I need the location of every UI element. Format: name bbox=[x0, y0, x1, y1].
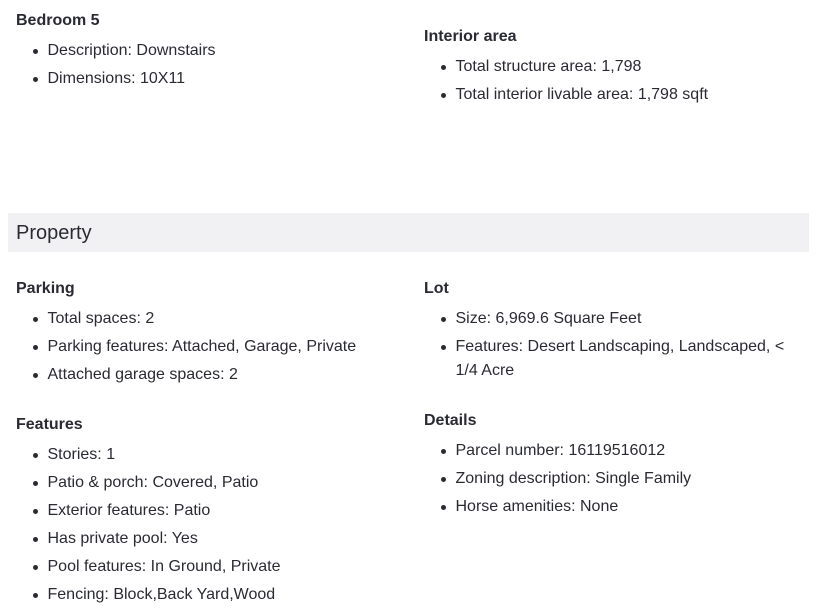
bedroom5-heading: Bedroom 5 bbox=[16, 12, 100, 29]
details-list bbox=[424, 439, 809, 519]
list-item: Total structure area: 1,798 bbox=[424, 55, 809, 79]
list-item: Pool features: In Ground, Private bbox=[16, 555, 401, 579]
list-item: Parcel number: 16119516012 bbox=[424, 439, 809, 463]
list-item: Total spaces: 2 bbox=[16, 307, 401, 331]
list-item: Features: Desert Landscaping, Landscaped, < 1/4 Acre bbox=[424, 335, 809, 383]
features-heading: Features bbox=[16, 416, 83, 433]
list-item: Parking features: Attached, Garage, Private bbox=[16, 335, 401, 359]
list-item: Patio & porch: Covered, Patio bbox=[16, 471, 401, 495]
lot-list bbox=[424, 307, 809, 383]
lot-heading: Lot bbox=[424, 280, 449, 297]
details-group bbox=[424, 411, 809, 523]
lot-group bbox=[424, 279, 809, 387]
property-section-title: Property bbox=[16, 222, 92, 244]
list-item: Attached garage spaces: 2 bbox=[16, 363, 401, 387]
list-item: Horse amenities: None bbox=[424, 495, 809, 519]
list-item: Description: Downstairs bbox=[16, 39, 396, 63]
features-list bbox=[16, 443, 401, 607]
parking-heading: Parking bbox=[16, 280, 75, 297]
list-item: Has private pool: Yes bbox=[16, 527, 401, 551]
interior-area-group bbox=[424, 27, 809, 111]
list-item: Size: 6,969.6 Square Feet bbox=[424, 307, 809, 331]
list-item: Exterior features: Patio bbox=[16, 499, 401, 523]
bedroom5-list bbox=[16, 39, 396, 91]
list-item: Zoning description: Single Family bbox=[424, 467, 809, 491]
details-heading: Details bbox=[424, 412, 477, 429]
property-section-header bbox=[8, 213, 809, 252]
list-item: Dimensions: 10X11 bbox=[16, 67, 396, 91]
bedroom5-group bbox=[16, 11, 396, 95]
parking-group bbox=[16, 279, 401, 391]
features-group bbox=[16, 415, 401, 611]
interior-area-heading: Interior area bbox=[424, 28, 517, 45]
list-item: Stories: 1 bbox=[16, 443, 401, 467]
parking-list bbox=[16, 307, 401, 387]
list-item: Fencing: Block,Back Yard,Wood bbox=[16, 583, 401, 607]
list-item: Total interior livable area: 1,798 sqft bbox=[424, 83, 809, 107]
interior-area-list bbox=[424, 55, 809, 107]
